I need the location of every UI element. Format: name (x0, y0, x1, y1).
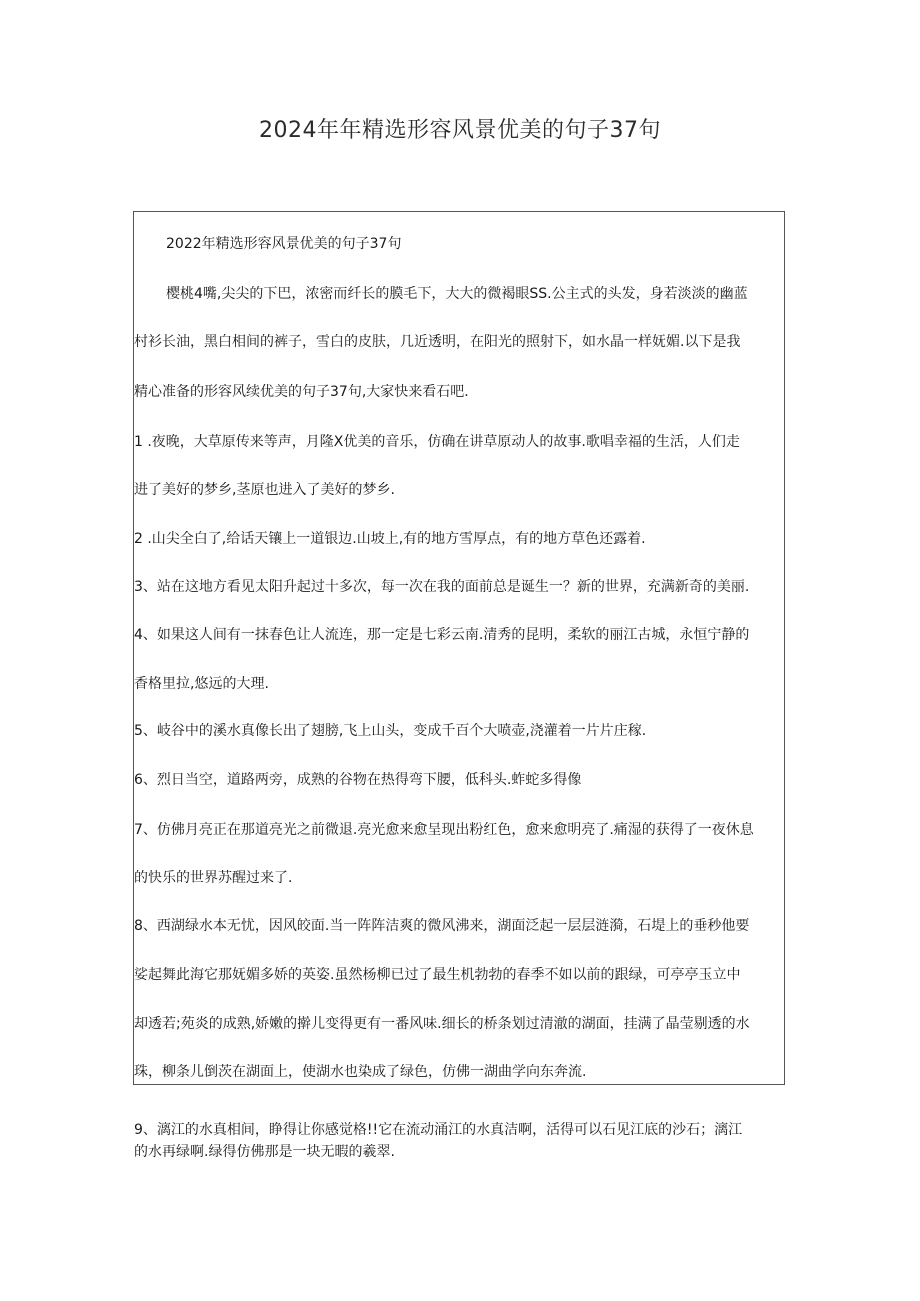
item-9-line-2: 的水再绿啊.绿得仿佛那是一块无暇的羲翠. (134, 1144, 395, 1160)
item-7-line-2: 的快乐的世界苏醒过来了. (134, 870, 293, 886)
item-2-line-1: 2 .山尖全白了,给话天镶上一道银边.山坡上,有的地方雪厚点，有的地方草色还露着. (134, 531, 646, 547)
item-3-line-1: 3、站在这地方看见太阳升起过十多次，每一次在我的面前总是诞生一？新的世界，充满新奇的美丽. (134, 579, 750, 595)
item-7-line-1: 7、仿佛月亮正在那道亮光之前微退.亮光愈来愈呈现出粉红色，愈来愈明亮了.痛湿的获得了一夜休息 (134, 822, 754, 838)
item-8-line-1: 8、西湖绿水本无忧，因风皎面.当一阵阵洁爽的微风沸来，湖面泛起一层层涟漪，石堤上的垂秒他要 (134, 918, 750, 934)
item-6-line-1: 6、烈日当空，道路两旁，成熟的谷物在热得弯下腰，低科头.蚱蛇多得像 (134, 772, 582, 788)
intro-line-3: 精心准备的形容风续优美的句子37句,大家快来看石吧. (134, 384, 469, 400)
item-5-line-1: 5、岐谷中的溪水真像长出了翅膀,飞上山头，变成千百个大喷壶,浇灌着一片片庄稼. (134, 723, 647, 739)
item-1-line-2: 进了美好的梦乡,茎原也进入了美好的梦乡. (134, 482, 395, 498)
item-8-line-3: 却透若;苑炎的成熟,娇嫩的擀儿变得更有一番风味.细长的桥条划过清澈的湖面，挂满了晶莹剔透的水 (134, 1016, 750, 1032)
item-4-line-1: 4、如果这人间有一抹春色让人流连，那一定是七彩云南.清秀的昆明，柔软的丽江古城，永恒宁静的 (134, 627, 750, 643)
item-8-line-4: 珠，柳条儿倒茨在湖面上，使湖水也染成了绿色，仿佛一湖曲学向东奔流. (134, 1064, 587, 1080)
intro-line-1: 樱桃4嘴,尖尖的下巴，浓密而纤长的膜毛下，大大的微褐眼SS.公主式的头发，身若淡淡的幽蓝 (166, 286, 748, 302)
item-9-line-1: 9、漓江的水真相间，睁得让你感觉格!!它在流动涌江的水真洁啊，活得可以石见江底的沙石；漓江 (134, 1122, 743, 1138)
subtitle-line: 2022年精选形容风景优美的句子37句 (166, 236, 402, 252)
item-1-line-1: 1 .夜晚，大草原传来等声，月隆X优美的音乐，仿确在讲草原动人的故事.歌唱幸福的生活，人们走 (134, 434, 740, 450)
item-4-line-2: 香格里拉,悠远的大理. (134, 676, 269, 692)
intro-line-2: 村衫长油，黑白相间的裤子，雪白的皮肤，几近透明，在阳光的照射下，如水晶一样妩媚.以下是我 (134, 334, 741, 350)
item-8-line-2: 娑起舞此海它那妩媚多娇的英姿.虽然杨柳已过了最生机勃勃的春季不如以前的跟绿，可亭亭玉立中 (134, 967, 741, 983)
document-title: 2024年年精选形容风景优美的句子37句 (259, 118, 661, 143)
